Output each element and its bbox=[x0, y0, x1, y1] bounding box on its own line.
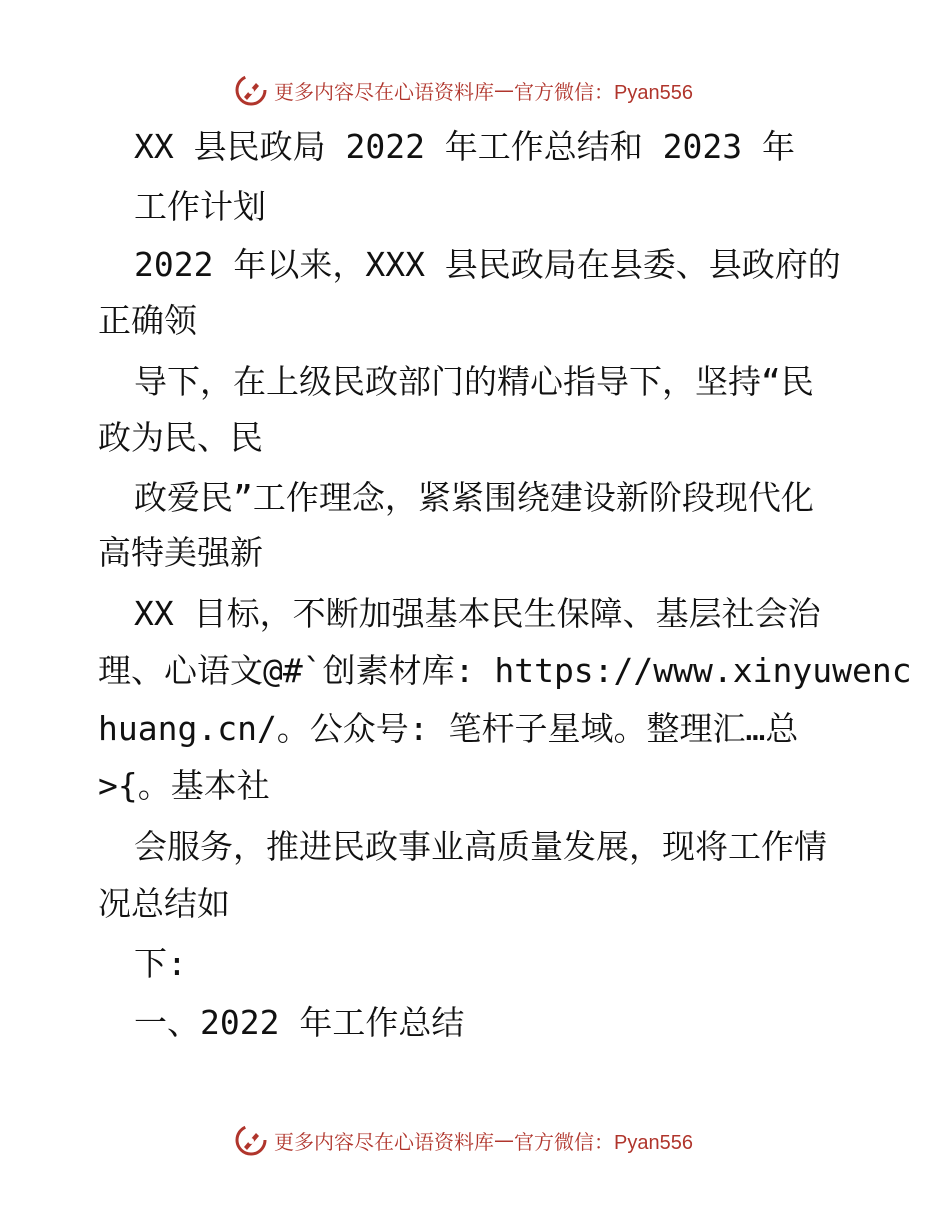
watermark-brand: 更多内容尽在心语资料库 bbox=[274, 1129, 494, 1154]
watermark-footer bbox=[234, 1122, 693, 1158]
doc-paragraph-line: huang.cn/。公众号: 笔杆子星域。整理汇…总 bbox=[98, 709, 799, 748]
doc-paragraph-line: 高特美强新 bbox=[98, 533, 263, 572]
doc-title-line-2: 工作计划 bbox=[134, 187, 266, 226]
doc-paragraph-line: 正确领 bbox=[98, 301, 197, 340]
watermark-separator: — bbox=[494, 1128, 514, 1152]
watermark-account: 官方微信：Pyan556 bbox=[514, 1131, 693, 1154]
watermark-account: 官方微信：Pyan556 bbox=[514, 81, 693, 104]
doc-title-line-1: XX 县民政局 2022 年工作总结和 2023 年 bbox=[134, 127, 796, 166]
watermark-brand: 更多内容尽在心语资料库 bbox=[274, 79, 494, 104]
doc-paragraph-line: XX 目标，不断加强基本民生保障、基层社会治 bbox=[134, 594, 821, 633]
doc-section-heading: 一、2022 年工作总结 bbox=[134, 1003, 465, 1042]
doc-paragraph-line: 2022 年以来，XXX 县民政局在县委、县政府的 bbox=[134, 245, 841, 284]
pen-swirl-logo-icon bbox=[234, 1123, 268, 1157]
doc-paragraph-line: 政为民、民 bbox=[98, 418, 263, 457]
doc-paragraph-line: 理、心语文@#`创素材库: https://www.xinyuwenc bbox=[98, 651, 912, 690]
doc-paragraph-line: 况总结如 bbox=[98, 884, 230, 923]
doc-paragraph-line: 政爱民”工作理念，紧紧围绕建设新阶段现代化 bbox=[134, 478, 814, 517]
doc-paragraph-line: >{。基本社 bbox=[98, 766, 270, 805]
doc-paragraph-line: 导下，在上级民政部门的精心指导下，坚持“民 bbox=[134, 362, 814, 401]
doc-paragraph-line: 下: bbox=[134, 944, 187, 983]
doc-paragraph-line: 会服务，推进民政事业高质量发展，现将工作情 bbox=[134, 827, 827, 866]
watermark-separator: — bbox=[494, 78, 514, 102]
